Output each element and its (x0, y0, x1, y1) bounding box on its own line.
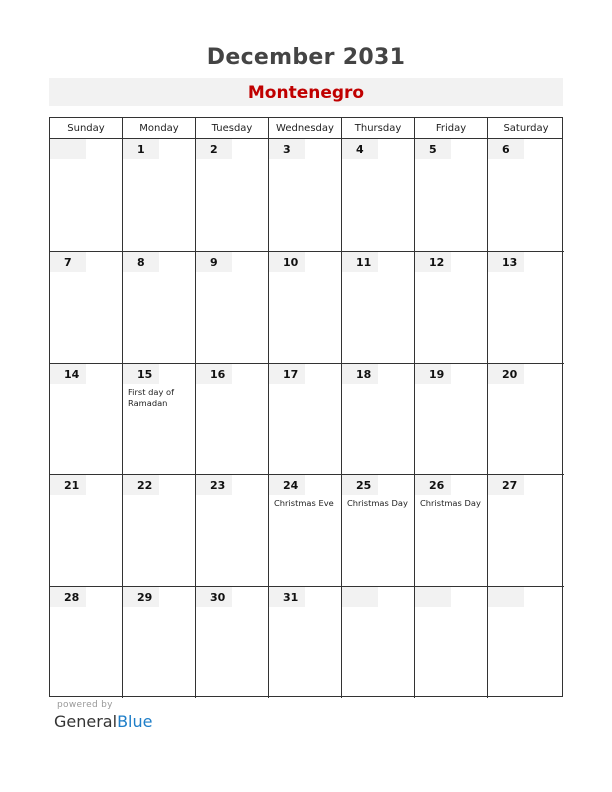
day-cell-1 (122, 139, 195, 251)
day-cell-4 (341, 139, 414, 251)
country-banner (49, 78, 563, 106)
day-cell-11 (341, 251, 414, 363)
day-cell-25 (341, 474, 414, 586)
day-cell-14 (50, 363, 122, 475)
brand-general-text: General (54, 712, 118, 731)
day-number: 18 (342, 364, 378, 384)
holiday-label: Christmas Day (420, 498, 481, 509)
empty-day-cell (414, 586, 487, 698)
day-number: 4 (342, 139, 378, 159)
day-cell-12 (414, 251, 487, 363)
day-number: 26 (415, 475, 451, 495)
day-cell-18 (341, 363, 414, 475)
brand-blue-text: Blue (117, 712, 153, 731)
day-number (488, 587, 524, 607)
day-cell-26 (414, 474, 487, 586)
weekday-header-row (50, 118, 562, 139)
holiday-label: First day of Ramadan (128, 386, 174, 408)
day-number: 6 (488, 139, 524, 159)
day-cell-23 (195, 474, 268, 586)
day-number: 2 (196, 139, 232, 159)
day-cell-10 (268, 251, 341, 363)
day-number (50, 139, 86, 159)
day-number: 8 (123, 252, 159, 272)
day-cell-17 (268, 363, 341, 475)
day-number: 27 (488, 475, 524, 495)
day-number: 28 (50, 587, 86, 607)
empty-day-cell (341, 586, 414, 698)
day-number: 14 (50, 364, 86, 384)
day-number: 24 (269, 475, 305, 495)
day-number: 31 (269, 587, 305, 607)
holiday-label: Christmas Day (347, 498, 408, 509)
day-cell-2 (195, 139, 268, 251)
empty-day-cell (487, 586, 564, 698)
day-number: 22 (123, 475, 159, 495)
day-cell-20 (487, 363, 564, 475)
day-number: 10 (269, 252, 305, 272)
day-cell-31 (268, 586, 341, 698)
day-cell-27 (487, 474, 564, 586)
weekday-saturday: Saturday (487, 118, 564, 138)
day-number: 1 (123, 139, 159, 159)
day-number: 11 (342, 252, 378, 272)
day-number: 21 (50, 475, 86, 495)
day-number: 20 (488, 364, 524, 384)
day-cell-6 (487, 139, 564, 251)
day-cell-29 (122, 586, 195, 698)
weekday-tuesday: Tuesday (195, 118, 268, 138)
day-cell-16 (195, 363, 268, 475)
weekday-friday: Friday (414, 118, 487, 138)
powered-by-label: powered by (57, 700, 113, 710)
day-cell-5 (414, 139, 487, 251)
day-cell-13 (487, 251, 564, 363)
day-number: 16 (196, 364, 232, 384)
day-cell-7 (50, 251, 122, 363)
empty-day-cell (50, 139, 122, 251)
calendar-grid (49, 117, 563, 697)
day-cell-28 (50, 586, 122, 698)
day-cell-22 (122, 474, 195, 586)
generalblue-logo[interactable] (54, 712, 152, 731)
weekday-wednesday: Wednesday (268, 118, 341, 138)
holiday-label: Christmas Eve (274, 498, 334, 509)
day-cell-21 (50, 474, 122, 586)
day-cell-9 (195, 251, 268, 363)
day-number: 5 (415, 139, 451, 159)
day-cell-24 (268, 474, 341, 586)
day-cell-15 (122, 363, 195, 475)
day-cell-19 (414, 363, 487, 475)
day-number: 15 (123, 364, 159, 384)
day-cell-8 (122, 251, 195, 363)
day-number (342, 587, 378, 607)
day-number: 3 (269, 139, 305, 159)
day-number: 30 (196, 587, 232, 607)
day-cell-3 (268, 139, 341, 251)
day-number: 17 (269, 364, 305, 384)
weekday-sunday: Sunday (67, 123, 105, 134)
calendar-title: December 2031 (206, 45, 406, 70)
day-number: 12 (415, 252, 451, 272)
day-number: 19 (415, 364, 451, 384)
country-name: Montenegro (247, 83, 365, 103)
day-number: 7 (50, 252, 86, 272)
day-number (415, 587, 451, 607)
day-number: 13 (488, 252, 524, 272)
weekday-monday: Monday (122, 118, 195, 138)
day-number: 25 (342, 475, 378, 495)
day-number: 29 (123, 587, 159, 607)
day-number: 23 (196, 475, 232, 495)
day-cell-30 (195, 586, 268, 698)
day-number: 9 (196, 252, 232, 272)
weekday-thursday: Thursday (341, 118, 414, 138)
